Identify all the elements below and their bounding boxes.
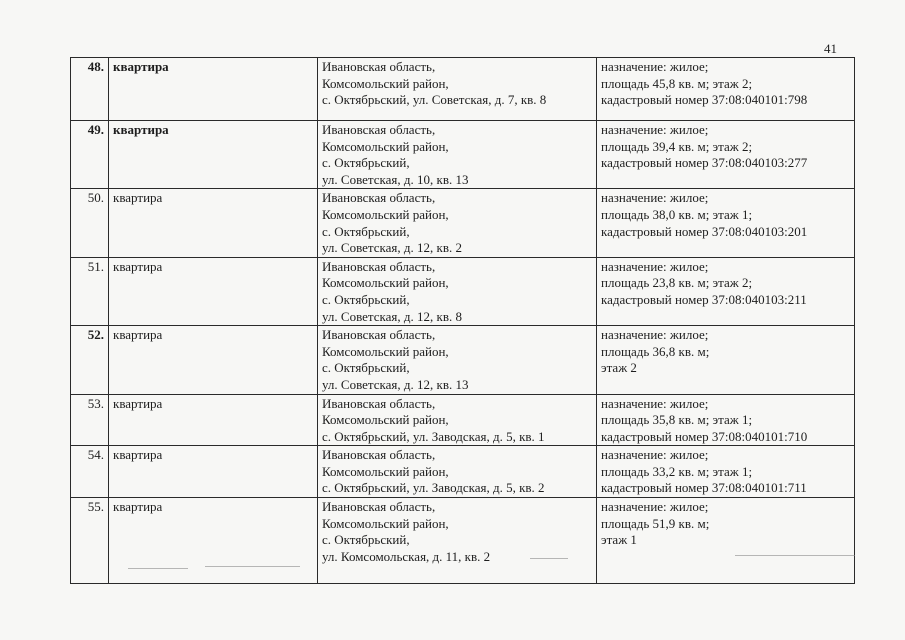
- property-address: [318, 394, 597, 446]
- detail-line: назначение: жилое;: [601, 59, 709, 74]
- property-details: [597, 121, 855, 189]
- address-line: с. Октябрьский,: [322, 291, 410, 307]
- property-address: [318, 326, 597, 394]
- row-number: 54.: [71, 446, 109, 498]
- address-line: Комсомольский район,: [322, 515, 449, 531]
- address-line: ул. Советская, д. 12, кв. 8: [322, 308, 462, 324]
- property-table: [70, 57, 855, 584]
- address-line: с. Октябрьский,: [322, 360, 410, 376]
- scan-artifact: [128, 568, 188, 569]
- property-address: [318, 257, 597, 325]
- property-details: [597, 446, 855, 498]
- property-type: квартира: [109, 58, 318, 121]
- detail-line: площадь 39,4 кв. м; этаж 2;: [601, 138, 753, 154]
- property-type: квартира: [109, 257, 318, 325]
- table-row: [71, 189, 855, 257]
- address-line: с. Октябрьский,: [322, 223, 410, 239]
- row-number: 49.: [71, 121, 109, 189]
- property-type: квартира: [109, 189, 318, 257]
- scan-artifact: [205, 566, 300, 567]
- address-line: Ивановская область,: [322, 447, 436, 463]
- address-line: Ивановская область,: [322, 59, 436, 74]
- table-row: [71, 394, 855, 446]
- detail-line: кадастровый номер 37:08:040103:201: [601, 223, 808, 239]
- property-details: [597, 394, 855, 446]
- row-number: 52.: [71, 326, 109, 394]
- address-line: Ивановская область,: [322, 258, 436, 274]
- scan-artifact: [530, 558, 568, 559]
- table-row: [71, 121, 855, 189]
- detail-line: кадастровый номер 37:08:040101:798: [601, 92, 808, 108]
- table-row: [71, 257, 855, 325]
- address-line: с. Октябрьский,: [322, 532, 410, 548]
- page-number: 41: [824, 41, 837, 56]
- address-line: Ивановская область,: [322, 499, 436, 515]
- property-details: [597, 326, 855, 394]
- row-number: 51.: [71, 257, 109, 325]
- detail-line: площадь 45,8 кв. м; этаж 2;: [601, 75, 753, 91]
- detail-line: назначение: жилое;: [601, 190, 709, 206]
- detail-line: площадь 23,8 кв. м; этаж 2;: [601, 275, 753, 291]
- table-row: [71, 58, 855, 121]
- property-type: квартира: [109, 326, 318, 394]
- property-details: [597, 58, 855, 121]
- detail-line: назначение: жилое;: [601, 122, 709, 137]
- address-line: Комсомольский район,: [322, 343, 449, 359]
- table-row: [71, 326, 855, 394]
- detail-line: назначение: жилое;: [601, 447, 709, 463]
- property-address: [318, 58, 597, 121]
- row-number: 55.: [71, 498, 109, 584]
- detail-line: назначение: жилое;: [601, 395, 709, 411]
- address-line: Комсомольский район,: [322, 275, 449, 291]
- row-number: 50.: [71, 189, 109, 257]
- address-line: Комсомольский район,: [322, 75, 449, 91]
- address-line: с. Октябрьский,: [322, 155, 410, 171]
- detail-line: площадь 33,2 кв. м; этаж 1;: [601, 463, 753, 479]
- address-line: ул. Комсомольская, д. 11, кв. 2: [322, 548, 491, 564]
- address-line: Ивановская область,: [322, 327, 436, 343]
- address-line: ул. Советская, д. 12, кв. 13: [322, 376, 469, 392]
- detail-line: этаж 2: [601, 360, 637, 376]
- address-line: Ивановская область,: [322, 395, 436, 411]
- address-line: ул. Советская, д. 10, кв. 13: [322, 171, 469, 187]
- detail-line: назначение: жилое;: [601, 327, 709, 343]
- scan-artifact: [735, 555, 855, 556]
- address-line: Ивановская область,: [322, 122, 436, 137]
- property-type: квартира: [109, 121, 318, 189]
- address-line: ул. Советская, д. 12, кв. 2: [322, 240, 462, 256]
- address-line: с. Октябрьский, ул. Заводская, д. 5, кв. 2: [322, 480, 545, 496]
- property-type: квартира: [109, 446, 318, 498]
- detail-line: площадь 36,8 кв. м;: [601, 343, 710, 359]
- detail-line: площадь 35,8 кв. м; этаж 1;: [601, 412, 753, 428]
- detail-line: площадь 38,0 кв. м; этаж 1;: [601, 206, 753, 222]
- property-details: [597, 498, 855, 584]
- detail-line: этаж 1: [601, 532, 637, 548]
- property-address: [318, 189, 597, 257]
- detail-line: кадастровый номер 37:08:040103:211: [601, 291, 807, 307]
- address-line: с. Октябрьский, ул. Заводская, д. 5, кв. 1: [322, 428, 545, 444]
- property-address: [318, 121, 597, 189]
- detail-line: площадь 51,9 кв. м;: [601, 515, 710, 531]
- property-type: квартира: [109, 498, 318, 584]
- property-details: [597, 189, 855, 257]
- address-line: Ивановская область,: [322, 190, 436, 206]
- address-line: Комсомольский район,: [322, 412, 449, 428]
- table-row: [71, 498, 855, 584]
- property-type: квартира: [109, 394, 318, 446]
- property-details: [597, 257, 855, 325]
- detail-line: кадастровый номер 37:08:040101:711: [601, 480, 807, 496]
- row-number: 53.: [71, 394, 109, 446]
- property-address: [318, 446, 597, 498]
- table-row: [71, 446, 855, 498]
- detail-line: назначение: жилое;: [601, 499, 709, 515]
- address-line: с. Октябрьский, ул. Советская, д. 7, кв. 8: [322, 92, 547, 108]
- detail-line: кадастровый номер 37:08:040103:277: [601, 155, 808, 171]
- address-line: Комсомольский район,: [322, 138, 449, 154]
- detail-line: назначение: жилое;: [601, 258, 709, 274]
- address-line: Комсомольский район,: [322, 463, 449, 479]
- row-number: 48.: [71, 58, 109, 121]
- detail-line: кадастровый номер 37:08:040101:710: [601, 428, 808, 444]
- address-line: Комсомольский район,: [322, 206, 449, 222]
- property-address: [318, 498, 597, 584]
